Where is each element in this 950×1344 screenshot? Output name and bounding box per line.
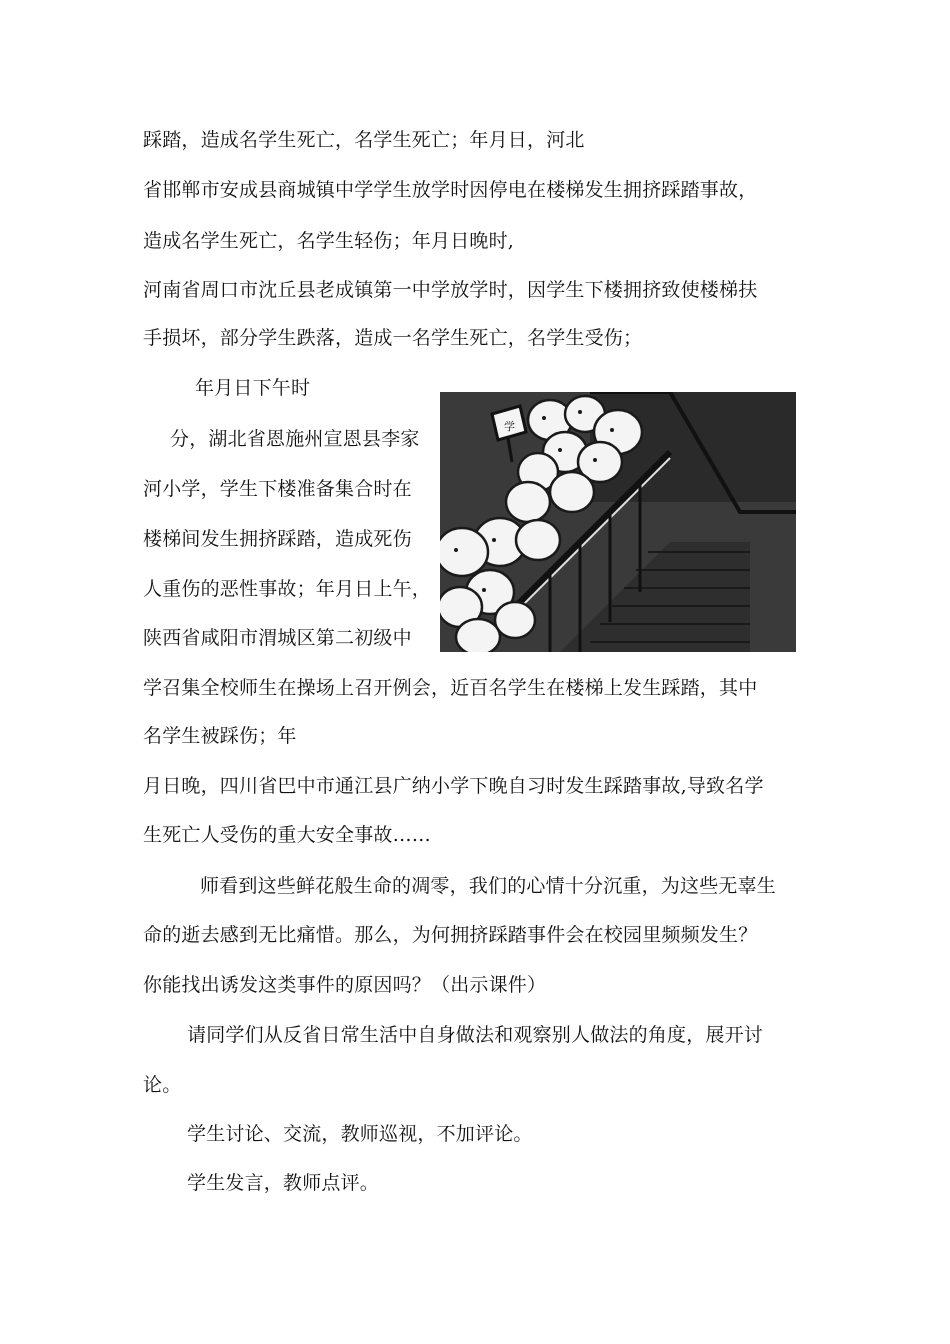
- text-line-3: 造成名学生死亡，名学生轻伤；年月日晚时,: [143, 230, 515, 252]
- text-line-6: 年月日下午时: [195, 377, 311, 399]
- text-line-1: 踩踏，造成名学生死亡，名学生死亡；年月日，河北: [143, 129, 585, 151]
- text-line-12: 学召集全校师生在操场上召开例会，近百名学生在楼梯上发生踩踏，其中: [143, 677, 758, 699]
- text-line-18: 你能找出诱发这类事件的原因吗？（出示课件）: [143, 974, 547, 996]
- text-line-14: 月日晚，四川省巴中市通江县广纳小学下晚自习时发生踩踏事故,导致名学: [143, 775, 764, 797]
- text-line-10: 人重伤的恶性事故；年月日上午，: [143, 578, 432, 600]
- stairway-crowd-drawing: [440, 392, 796, 652]
- text-line-13: 名学生被踩伤；年: [143, 725, 297, 747]
- sign-text: 学: [504, 420, 515, 433]
- text-line-22: 学生发言，教师点评。: [187, 1172, 380, 1194]
- text-line-2: 省邯郸市安成县商城镇中学学生放学时因停电在楼梯发生拥挤踩踏事故，: [143, 179, 758, 201]
- text-line-17: 命的逝去感到无比痛惜。那么，为何拥挤踩踏事件会在校园里频频发生？: [143, 924, 758, 946]
- text-line-16: 师看到这些鲜花般生命的凋零，我们的心情十分沉重，为这些无辜生: [200, 875, 777, 897]
- text-line-20: 论。: [143, 1074, 182, 1096]
- stairway-crowd-illustration: [440, 392, 796, 652]
- text-line-19: 请同学们从反省日常生活中自身做法和观察别人做法的角度，展开讨: [187, 1024, 764, 1046]
- text-line-11: 陕西省咸阳市渭城区第二初级中: [143, 627, 412, 649]
- text-line-9: 楼梯间发生拥挤踩踏，造成死伤: [143, 528, 412, 550]
- text-line-7: 分，湖北省恩施州宣恩县李家: [170, 428, 420, 450]
- text-line-21: 学生讨论、交流，教师巡视，不加评论。: [187, 1123, 533, 1145]
- text-line-8: 河小学，学生下楼准备集合时在: [143, 478, 412, 500]
- text-line-5: 手损坏，部分学生跌落，造成一名学生死亡，名学生受伤；: [143, 327, 643, 349]
- text-line-15: 生死亡人受伤的重大安全事故……: [143, 824, 432, 846]
- text-line-4: 河南省周口市沈丘县老成镇第一中学放学时，因学生下楼拥挤致使楼梯扶: [143, 279, 758, 301]
